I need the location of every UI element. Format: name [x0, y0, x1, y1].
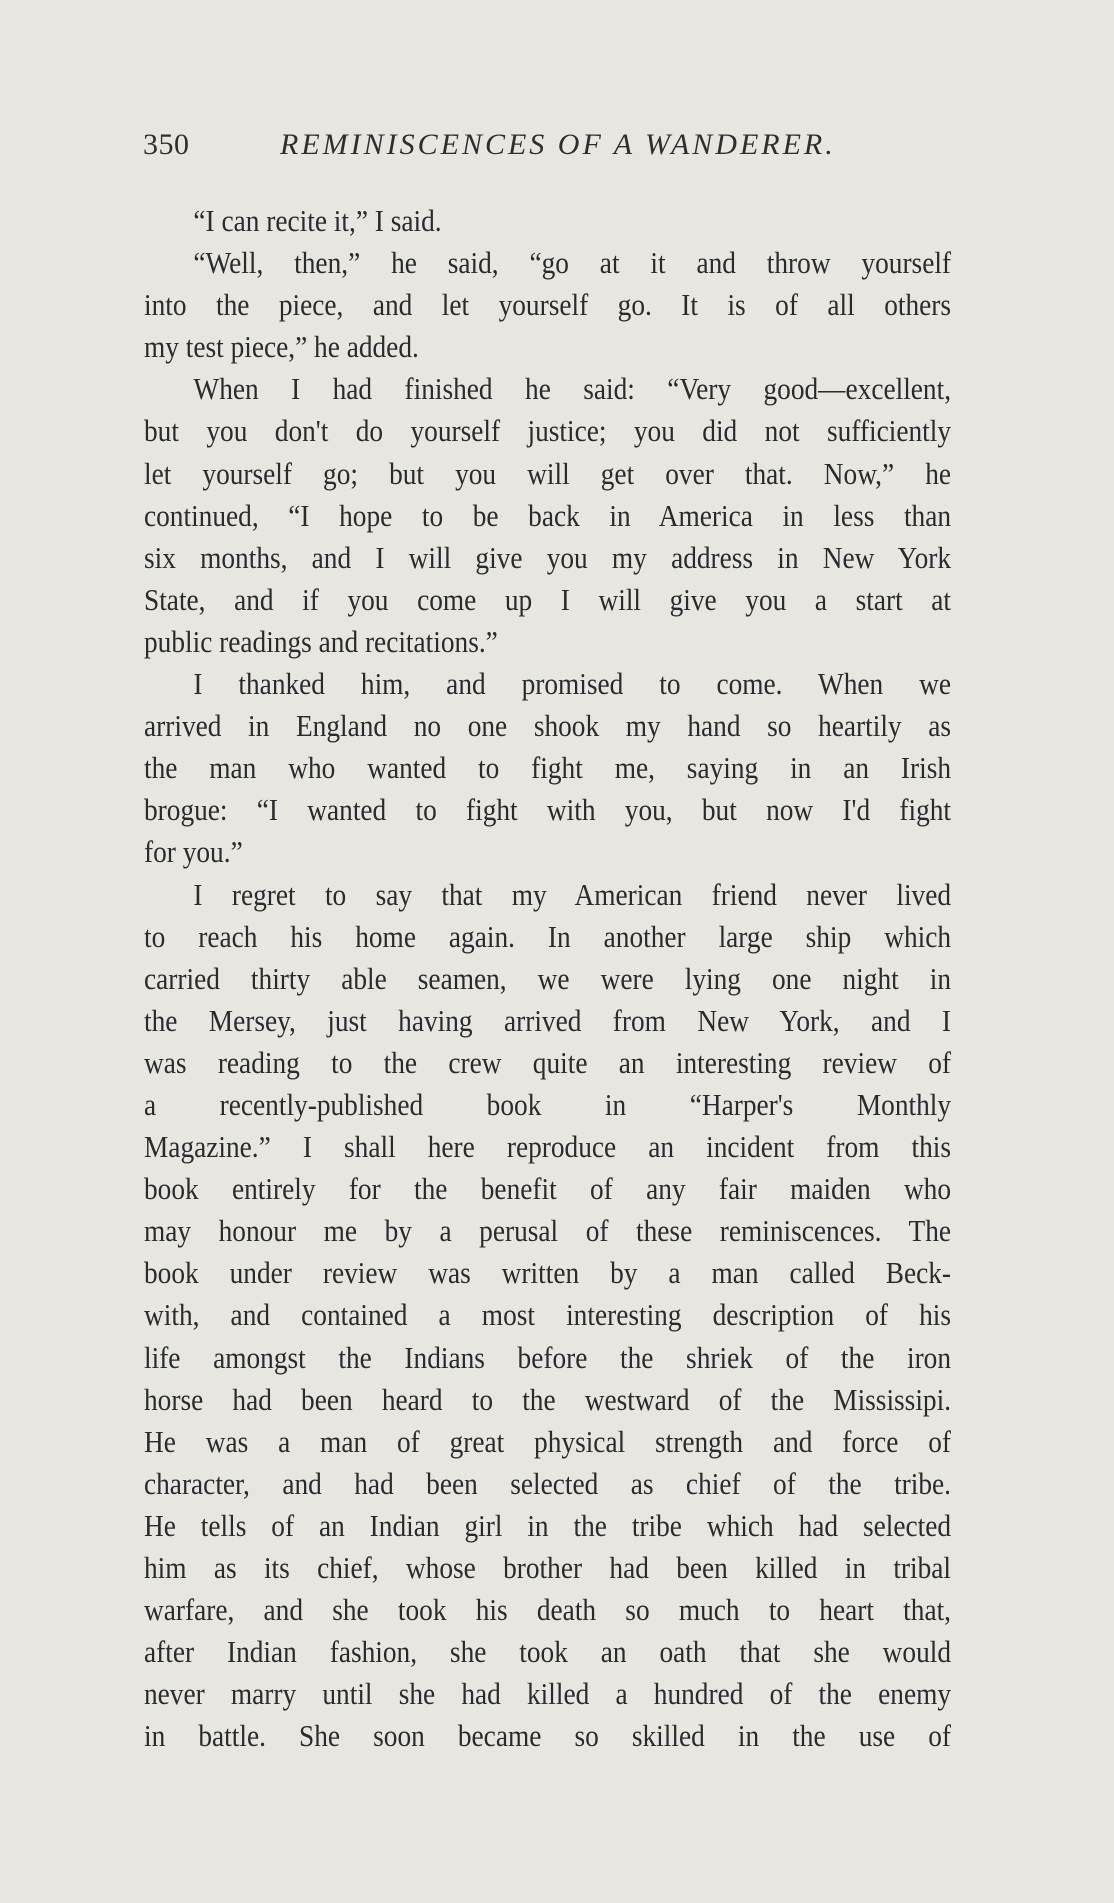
running-title: REMINISCENCES OF A WANDERER.	[280, 128, 836, 161]
text-line: warfare, and she took his death so much to heart that,	[144, 1592, 952, 1628]
text-line: When I had finished he said: “Very good—excellent,	[193, 371, 952, 407]
text-line: continued, “I hope to be back in America in less than	[144, 497, 952, 533]
text-line: the Mersey, just having arrived from New York, and I	[144, 1002, 952, 1038]
text-line: horse had been heard to the westward of the Mississipi.	[144, 1381, 952, 1417]
text-line: let yourself go; but you will get over that. Now,” he	[144, 455, 952, 491]
text-line: never marry until she had killed a hundred of the enemy	[144, 1676, 952, 1712]
text-line: six months, and I will give you my address in New York	[144, 539, 952, 575]
text-line: book entirely for the benefit of any fair maiden who	[144, 1171, 952, 1207]
page-number: 350	[143, 128, 190, 161]
text-line: him as its chief, whose brother had been killed in tribal	[144, 1550, 952, 1585]
body-text	[144, 200, 951, 1757]
page-header	[143, 128, 950, 168]
text-line: public readings and recitations.”	[144, 623, 498, 659]
text-line: book under review was written by a man called Beck-	[144, 1255, 952, 1291]
text-line: but you don't do yourself justice; you did not sufficiently	[144, 413, 952, 449]
text-line: “Well, then,” he said, “go at it and throw yourself	[193, 245, 952, 281]
text-line: the man who wanted to fight me, saying in an Irish	[144, 750, 952, 786]
text-line: character, and had been selected as chief of the tribe.	[144, 1465, 952, 1501]
text-line: my test piece,” he added.	[144, 329, 419, 365]
text-line: for you.”	[144, 834, 243, 870]
text-line: in battle. She soon became so skilled in the use of	[144, 1718, 952, 1754]
text-line: carried thirty able seamen, we were lying one night in	[144, 960, 952, 996]
text-line: to reach his home again. In another large ship which	[144, 918, 952, 954]
text-line: I regret to say that my American friend never lived	[193, 876, 952, 912]
text-line: He was a man of great physical strength and force of	[144, 1423, 952, 1459]
text-line: was reading to the crew quite an interesting review of	[144, 1044, 952, 1080]
text-line: after Indian fashion, she took an oath that she would	[144, 1634, 952, 1670]
text-line: He tells of an Indian girl in the tribe which had selected	[144, 1507, 952, 1543]
text-line: into the piece, and let yourself go. It is of all others	[144, 287, 952, 323]
text-line: may honour me by a perusal of these reminiscences. The	[144, 1213, 952, 1249]
text-line: brogue: “I wanted to fight with you, but now I'd fight	[144, 792, 952, 828]
text-line: Magazine.” I shall here reproduce an incident from this	[144, 1129, 952, 1165]
text-line: with, and contained a most interesting description of his	[144, 1297, 952, 1333]
text-line: arrived in England no one shook my hand so heartily as	[144, 708, 952, 744]
text-line: life amongst the Indians before the shriek of the iron	[144, 1339, 952, 1375]
text-line: “I can recite it,” I said.	[193, 203, 442, 238]
text-line: State, and if you come up I will give you a start at	[144, 581, 952, 617]
text-line: I thanked him, and promised to come. When we	[193, 666, 952, 702]
text-line: a recently-published book in “Harper's Monthly	[144, 1086, 952, 1122]
